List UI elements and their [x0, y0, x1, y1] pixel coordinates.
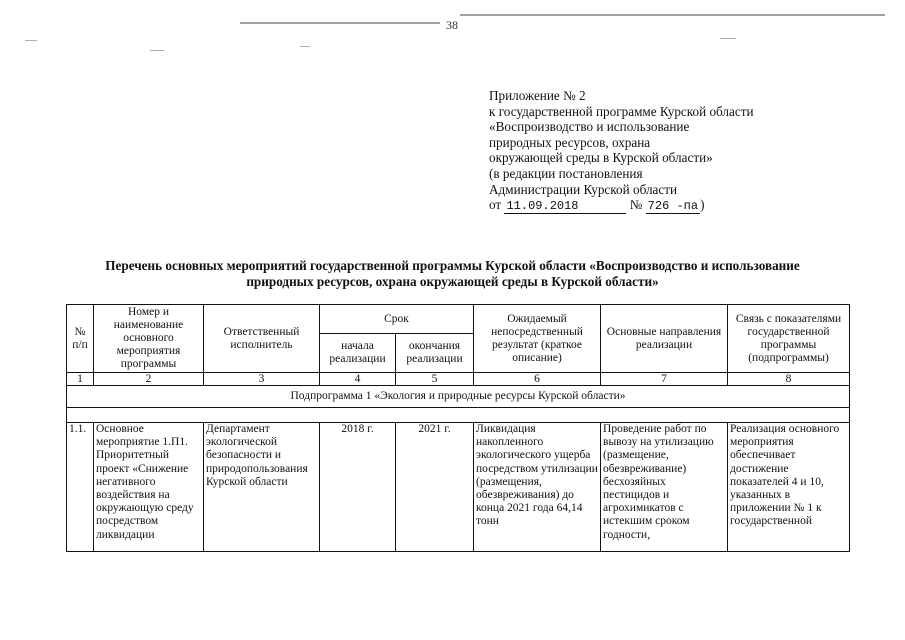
column-number: 3: [204, 373, 320, 386]
header-term: Срок: [320, 305, 474, 334]
appendix-date-line: [489, 197, 754, 214]
closing-paren: ): [700, 197, 705, 213]
activities-table: [66, 304, 850, 552]
header-link: Связь с показателями государственной программы (подпрограммы): [728, 305, 850, 373]
row-num: 1.1.: [67, 423, 94, 552]
row-result: Ликвидация накопленного экологического ущерба посредством утилизации (размещения, обезвреживания) до конца 2021 года 64,14 тонн: [474, 423, 601, 552]
title-line-1: Перечень основных мероприятий государственной программы Курской области «Воспроизводство и использование: [105, 258, 800, 273]
row-executor: Департамент экологической безопасности и природопользования Курской области: [204, 423, 320, 552]
column-number: 6: [474, 373, 601, 386]
header-row: [67, 305, 850, 334]
appendix-line: природных ресурсов, охрана: [489, 134, 651, 150]
header-num: № п/п: [67, 305, 94, 373]
scan-artifact-dash: [25, 40, 37, 41]
scan-artifact-line: [460, 14, 885, 16]
column-number: 4: [320, 373, 396, 386]
header-end: окончания реализации: [396, 334, 474, 373]
appendix-line: Администрации Курской области: [489, 181, 678, 197]
spacer-cell: [67, 408, 850, 423]
table-row: [67, 423, 850, 552]
header-start: начала реализации: [320, 334, 396, 373]
column-number-row: [67, 373, 850, 386]
appendix-line: «Воспроизводство и использование: [489, 119, 690, 135]
number-value: 726 -па: [647, 199, 699, 214]
scan-artifact-line: [240, 22, 440, 24]
header-name: Номер и наименование основного мероприятия программы: [94, 305, 204, 373]
row-name: Основное мероприятие 1.П1. Приоритетный проект «Снижение негативного воздействия на окружающую среду посредством ликвидации: [94, 423, 204, 552]
column-number: 5: [396, 373, 474, 386]
appendix-line: Приложение № 2: [489, 88, 586, 103]
header-executor: Ответственный исполнитель: [204, 305, 320, 373]
number-sign: №: [629, 197, 643, 213]
header-result: Ожидаемый непосредственный результат (краткое описание): [474, 305, 601, 373]
date-prefix: от: [489, 197, 502, 213]
column-number: 2: [94, 373, 204, 386]
spacer-row: [67, 408, 850, 423]
column-number: 1: [67, 373, 94, 386]
column-number: 7: [601, 373, 728, 386]
date-value: 11.09.2018: [504, 200, 626, 214]
title-line-2: природных ресурсов, охрана окружающей среды в Курской области»: [246, 274, 659, 289]
appendix-line: (в редакции постановления: [489, 165, 643, 181]
row-link: Реализация основного мероприятия обеспечивает достижение показателей 4 и 10, указанных в приложении № 1 к государственной: [728, 423, 850, 552]
row-directions: Проведение работ по вывозу на утилизацию (размещение, обезвреживание) бесхозяйных пестицидов и агрохимикатов с истекшим сроком годности,: [601, 423, 728, 552]
subprogram-row: [67, 386, 850, 408]
header-directions: Основные направления реализации: [601, 305, 728, 373]
page-number: 38: [446, 18, 458, 32]
row-end: 2021 г.: [396, 423, 474, 552]
appendix-line: окружающей среды в Курской области»: [489, 150, 713, 166]
appendix-line: к государственной программе Курской области: [489, 103, 754, 119]
document-title: [40, 258, 865, 290]
column-number: 8: [728, 373, 850, 386]
scan-artifact-dash: [300, 46, 310, 47]
scan-artifact-dash: [150, 50, 164, 51]
subprogram-title: Подпрограмма 1 «Экология и природные ресурсы Курской области»: [67, 386, 850, 408]
appendix-block: [489, 88, 754, 214]
scan-artifact-dash: [720, 38, 736, 39]
row-start: 2018 г.: [320, 423, 396, 552]
